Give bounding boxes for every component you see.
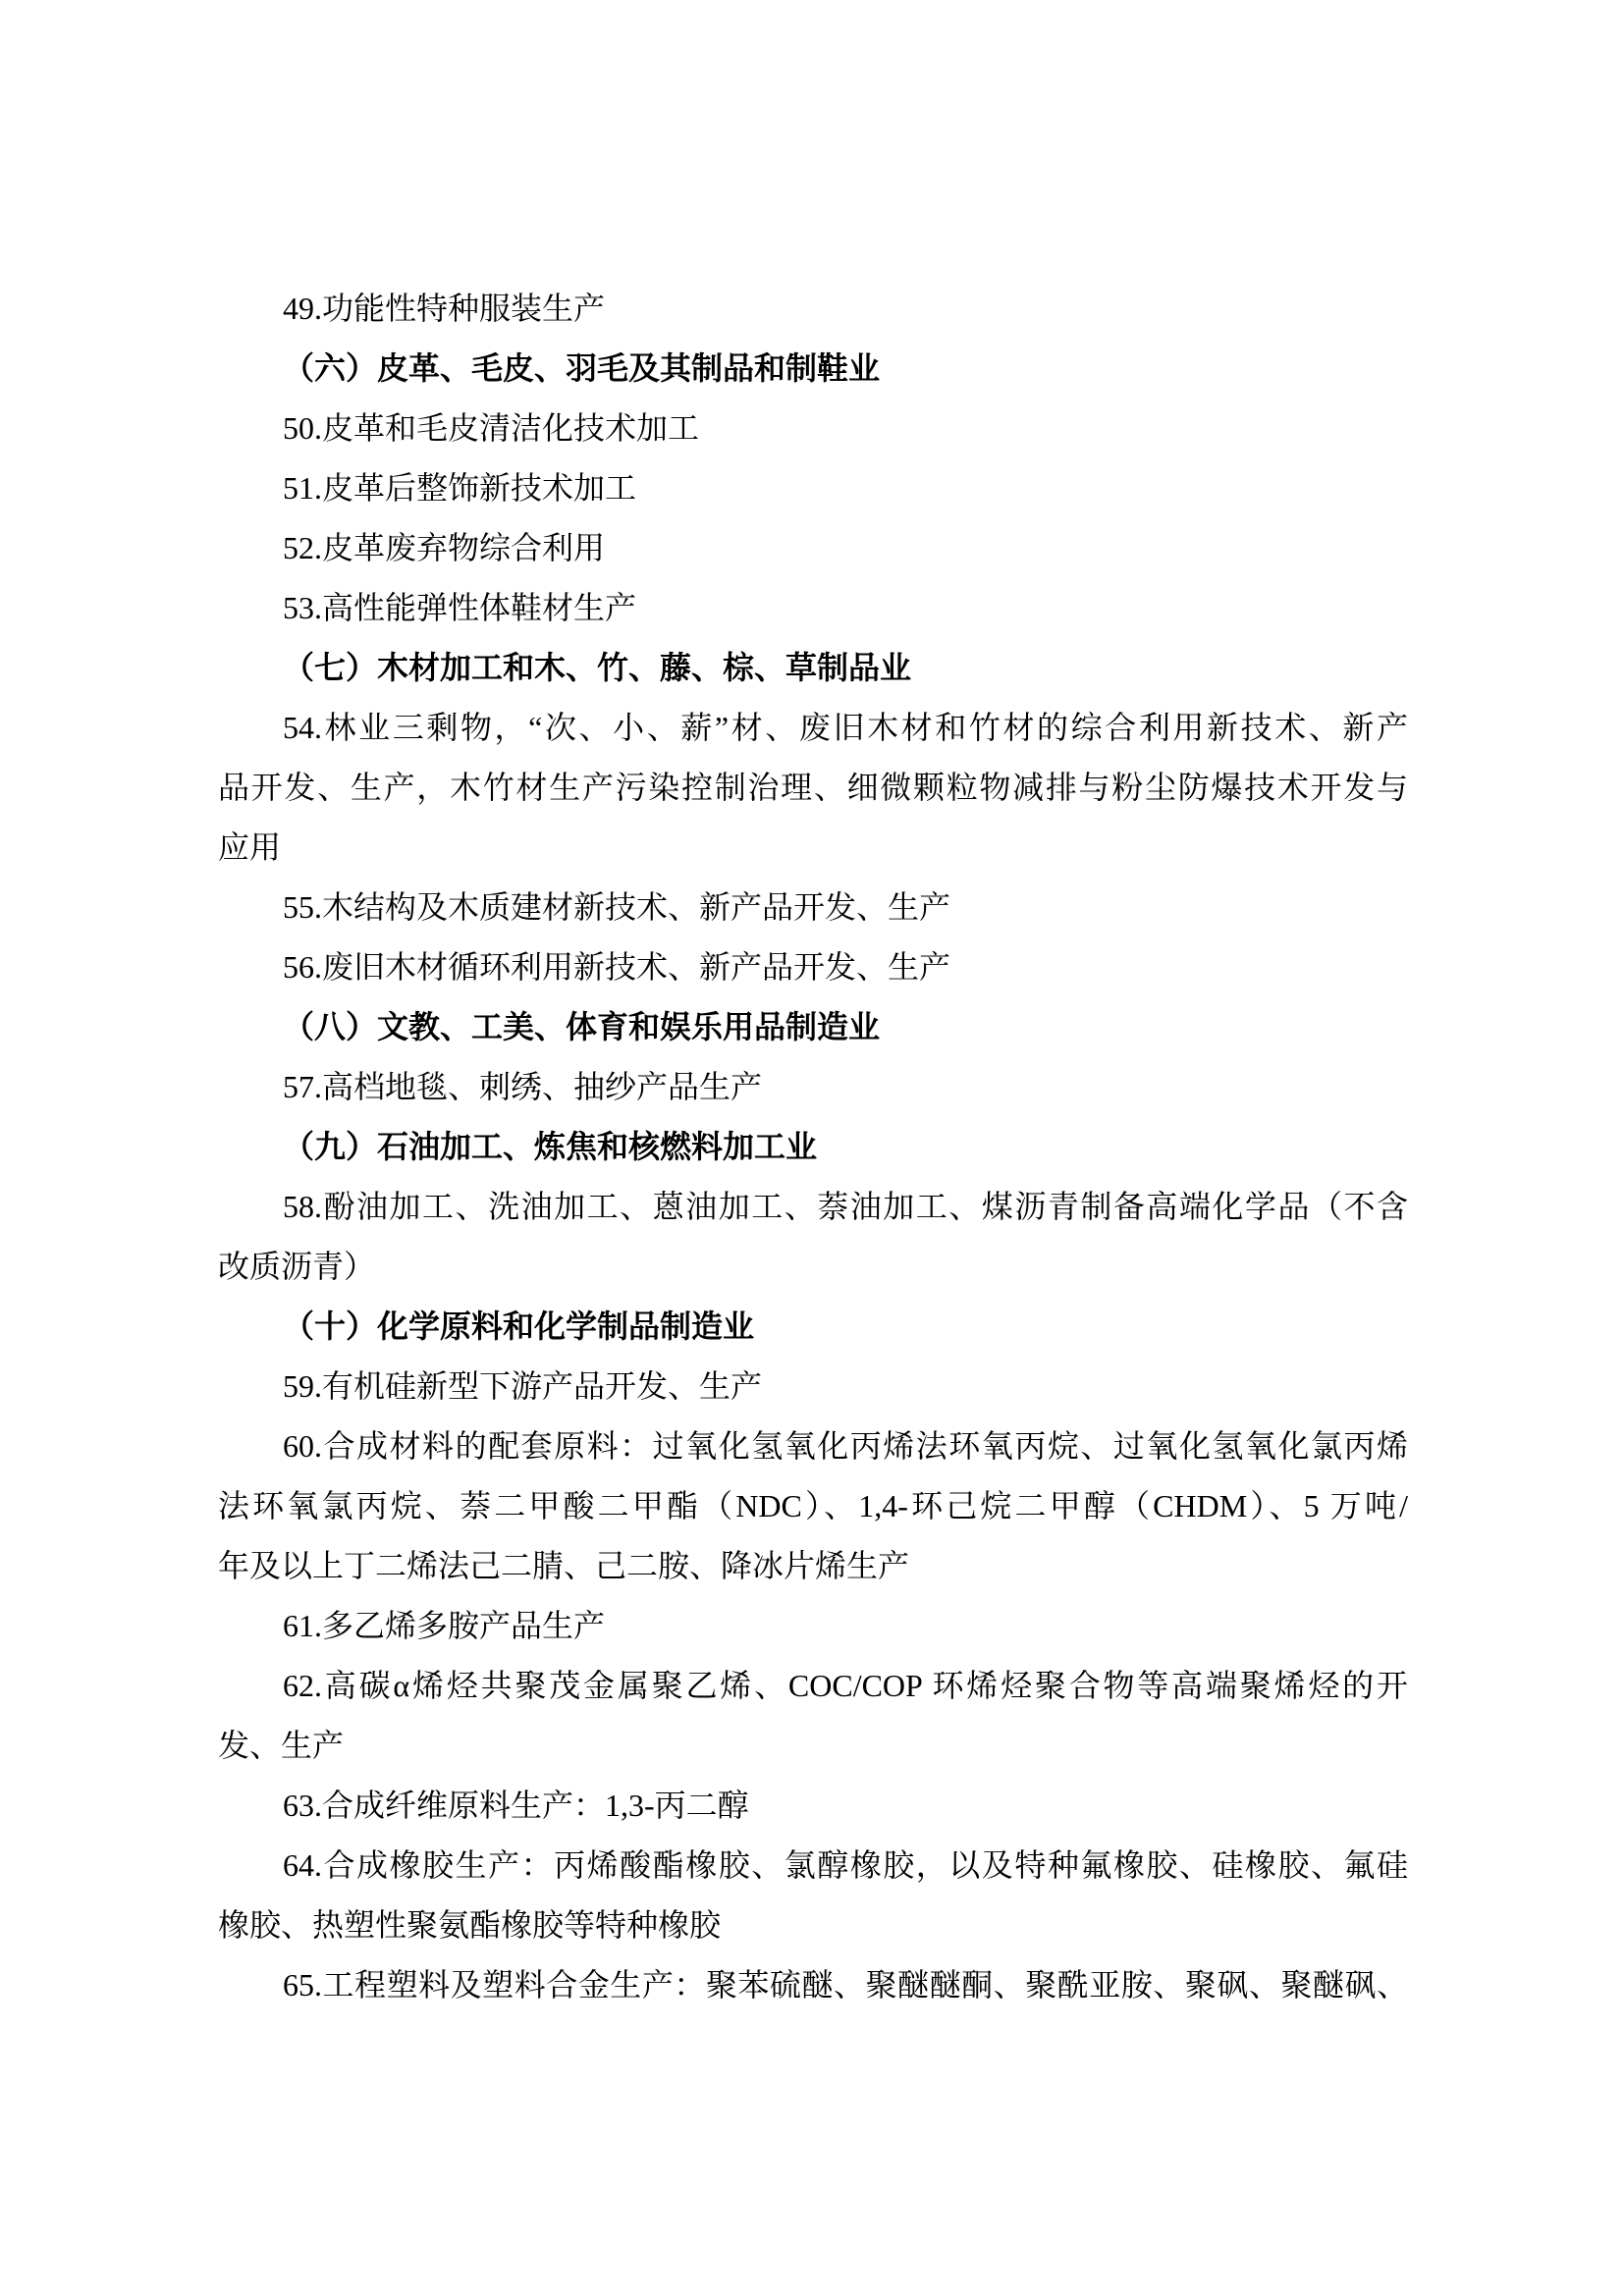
section-heading-line: （六）皮革、毛皮、羽毛及其制品和制鞋业 [283,350,881,386]
list-item-continuation-line: 改质沥青） [218,1249,376,1284]
list-item-continuation-line: 品开发、生产，木竹材生产污染控制治理、细微颗粒物减排与粉尘防爆技术开发与 [218,770,1408,805]
section-heading-line: （八）文教、工美、体育和娱乐用品制造业 [283,1009,881,1044]
list-item-line: 63.合成纤维原料生产：1,3-丙二醇 [283,1788,749,1823]
list-item-line: 65.工程塑料及塑料合金生产：聚苯硫醚、聚醚醚酮、聚酰亚胺、聚砜、聚醚砜、 [283,1967,1408,2002]
list-item-line: 52.皮革废弃物综合利用 [283,530,606,565]
list-item-line: 49.功能性特种服装生产 [283,291,606,326]
list-item-line: 61.多乙烯多胺产品生产 [283,1608,606,1643]
section-heading-line: （七）木材加工和木、竹、藤、棕、草制品业 [283,650,912,685]
section-heading-line: （九）石油加工、炼焦和核燃料加工业 [283,1129,818,1164]
list-item-line: 60.合成材料的配套原料：过氧化氢氧化丙烯法环氧丙烷、过氧化氢氧化氯丙烯 [283,1428,1408,1464]
list-item-line: 57.高档地毯、刺绣、抽纱产品生产 [283,1069,763,1104]
list-item-line: 51.皮革后整饰新技术加工 [283,470,637,506]
text-block [218,279,1408,2015]
list-item-line: 54.林业三剩物，“次、小、薪”材、废旧木材和竹材的综合利用新技术、新产 [283,710,1408,745]
list-item-line: 53.高性能弹性体鞋材生产 [283,590,637,625]
list-item-continuation-line: 应用 [218,829,282,865]
list-item-line: 56.废旧木材循环利用新技术、新产品开发、生产 [283,949,951,985]
list-item-line: 50.皮革和毛皮清洁化技术加工 [283,410,700,446]
section-heading-line: （十）化学原料和化学制品制造业 [283,1308,755,1344]
list-item-continuation-line: 法环氧氯丙烷、萘二甲酸二甲酯（NDC）、1,4-环己烷二甲醇（CHDM）、5 万吨/ [218,1488,1408,1523]
list-item-line: 64.合成橡胶生产：丙烯酸酯橡胶、氯醇橡胶，以及特种氟橡胶、硅橡胶、氟硅 [283,1847,1408,1883]
list-item-line: 59.有机硅新型下游产品开发、生产 [283,1368,763,1404]
list-item-continuation-line: 橡胶、热塑性聚氨酯橡胶等特种橡胶 [218,1907,722,1943]
list-item-continuation-line: 发、生产 [218,1728,345,1763]
list-item-line: 55.木结构及木质建材新技术、新产品开发、生产 [283,889,951,925]
list-item-line: 62.高碳α烯烃共聚茂金属聚乙烯、COC/COP 环烯烃聚合物等高端聚烯烃的开 [283,1668,1408,1703]
list-item-line: 58.酚油加工、洗油加工、蒽油加工、萘油加工、煤沥青制备高端化学品（不含 [283,1189,1408,1224]
list-item-continuation-line: 年及以上丁二烯法己二腈、己二胺、降冰片烯生产 [218,1548,910,1583]
